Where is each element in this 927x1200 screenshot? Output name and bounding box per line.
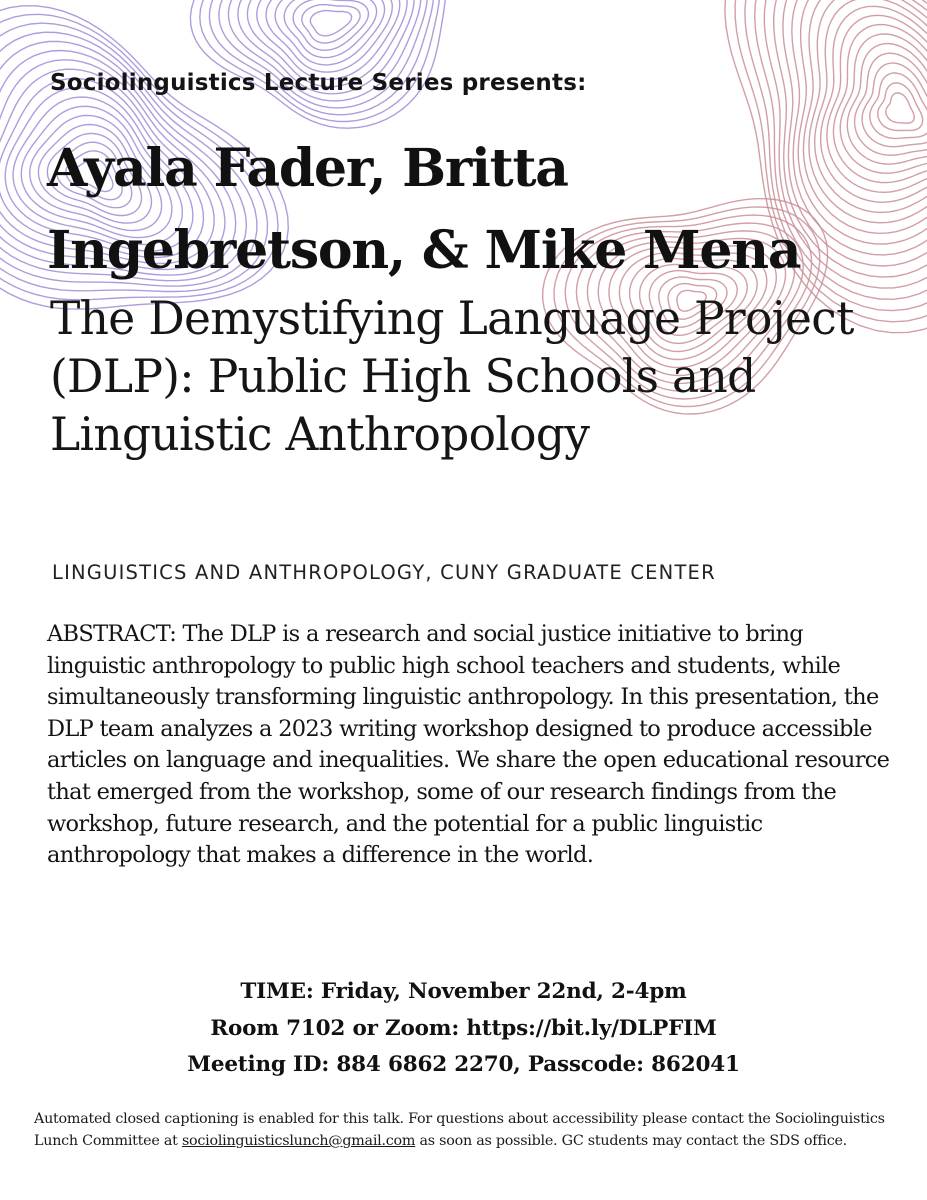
speaker-names-line-1: Ayala Fader, Britta	[47, 138, 568, 199]
affiliation: LINGUISTICS AND ANTHROPOLOGY, CUNY GRADUATE CENTER	[52, 561, 716, 584]
talk-title: The Demystifying Language Project (DLP): Public High Schools and Linguistic Anthropology	[50, 292, 854, 461]
zoom-meeting-info: Meeting ID: 884 6862 2270, Passcode: 862041	[187, 1052, 740, 1077]
lecture-series-heading: Sociolinguistics Lecture Series presents:	[50, 70, 587, 96]
event-details	[0, 974, 927, 1084]
accessibility-note	[34, 1108, 919, 1152]
speaker-names-line-2: Ingebretson, & Mike Mena	[47, 220, 801, 281]
event-location: Room 7102 or Zoom: https://bit.ly/DLPFIM	[210, 1015, 717, 1041]
accessibility-note-text: Automated closed captioning is enabled for this talk. For questions about accessibility please contact the Sociolinguistics Lunch Committee at	[34, 1111, 885, 1149]
event-time: TIME: Friday, November 22nd, 2-4pm	[240, 979, 687, 1004]
abstract-text: ABSTRACT: The DLP is a research and social justice initiative to bring linguistic anthropology to public high school teachers and students, while simultaneously transforming linguistic anthropology. In this presentation, the DLP team analyzes a 2023 writing workshop designed to produce accessible articles on language and inequalities. We share the open educational resource that emerged from the workshop, some of our research findings from the workshop, future research, and the potential for a public linguistic anthropology that makes a difference in the world.	[47, 621, 890, 869]
contact-email-link[interactable]: sociolinguisticslunch@gmail.com	[181, 1133, 416, 1149]
accessibility-note-text-end: as soon as possible. GC students may contact the SDS office.	[415, 1133, 847, 1149]
speaker-names	[47, 128, 917, 292]
